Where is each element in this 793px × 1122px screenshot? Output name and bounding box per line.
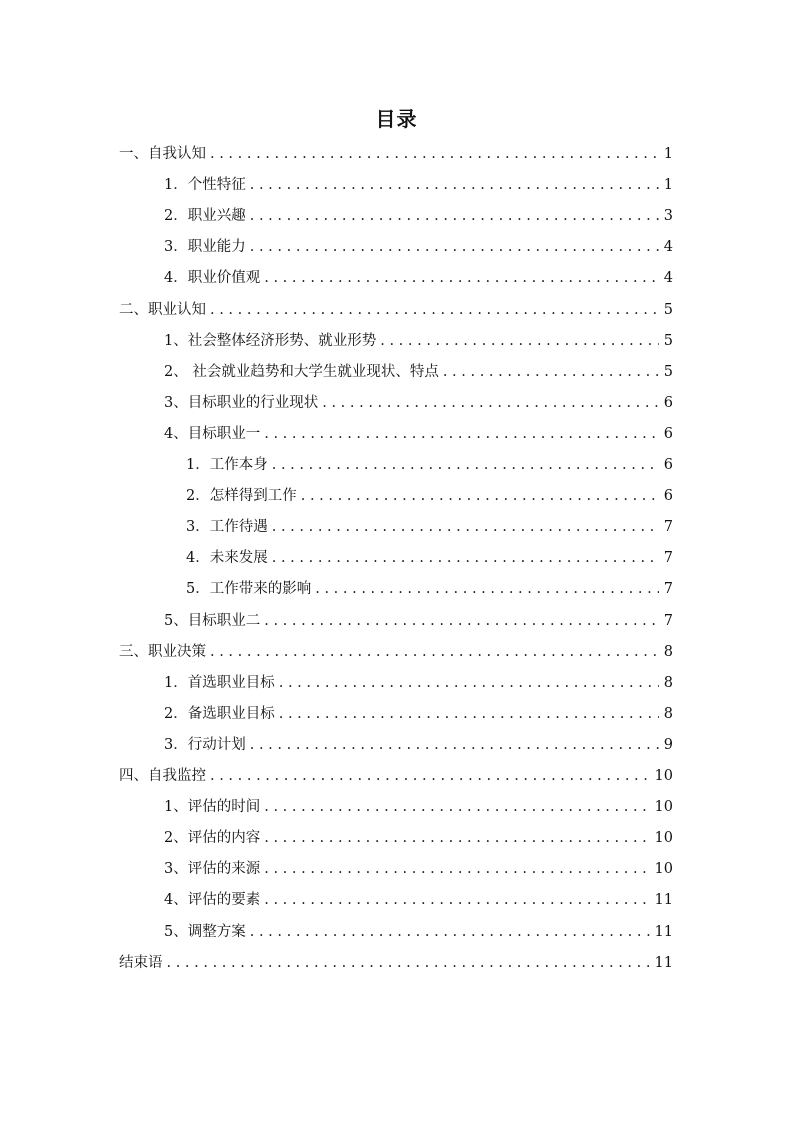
toc-dot-leader [264, 885, 650, 916]
toc-entry[interactable] [164, 357, 673, 388]
toc-page-number: 4 [663, 270, 673, 287]
toc-entry-title: 2．备选职业目标 [164, 705, 275, 722]
toc-entry-title: 3．职业能力 [164, 239, 246, 256]
toc-dot-leader [250, 170, 659, 201]
toc-entry[interactable] [164, 730, 673, 761]
toc-entry-title: 2．职业兴趣 [164, 208, 246, 225]
toc-dot-leader [264, 823, 650, 854]
toc-entry[interactable] [186, 512, 673, 543]
toc-entry[interactable] [186, 543, 673, 574]
toc-entry-title: 二、职业认知 [119, 301, 206, 318]
toc-entry-title: 一、自我认知 [119, 146, 206, 162]
toc-page-number: 7 [663, 612, 673, 629]
toc-dot-leader [279, 668, 659, 699]
toc-page-number: 3 [663, 208, 673, 225]
toc-entry-title: 3．行动计划 [164, 736, 246, 753]
toc-page-number: 1 [663, 177, 673, 194]
page-title: 目录 [375, 107, 418, 131]
toc-entry[interactable] [119, 761, 673, 792]
toc-entry-title: 3、目标职业的行业现状 [164, 394, 319, 411]
toc-page-number: 10 [654, 830, 673, 847]
toc-page-number: 1 [663, 146, 673, 162]
toc-entry-title: 5、调整方案 [164, 923, 246, 940]
toc-page-number: 10 [654, 768, 673, 784]
toc-page-number: 5 [663, 332, 673, 349]
toc-page-number: 10 [654, 861, 673, 878]
toc-entry[interactable] [119, 637, 673, 668]
toc-entry[interactable] [164, 917, 673, 948]
toc-page-number: 11 [654, 892, 673, 909]
toc-dot-leader [315, 574, 659, 605]
toc-page-number: 11 [654, 923, 673, 940]
toc-dot-leader [279, 699, 659, 730]
toc-entry[interactable] [164, 885, 673, 916]
toc-dot-leader [167, 948, 651, 979]
toc-page-number: 9 [663, 736, 673, 753]
toc-entry-title: 4、评估的要素 [164, 892, 261, 909]
toc-entry-title: 2．怎样得到工作 [186, 488, 297, 505]
toc-page-number: 7 [663, 581, 673, 598]
toc-entry[interactable] [164, 326, 673, 357]
toc-entry[interactable] [164, 388, 673, 419]
toc-dot-leader [210, 637, 659, 668]
toc-dot-leader [210, 139, 659, 170]
toc-page-number: 5 [663, 363, 673, 380]
toc-dot-leader [272, 450, 659, 481]
toc-entry-title: 三、职业决策 [119, 643, 206, 660]
toc-dot-leader [250, 201, 659, 232]
toc-page-number: 8 [663, 674, 673, 691]
toc-page-number: 5 [663, 301, 673, 318]
toc-entry-title: 2、 社会就业趋势和大学生就业现状、特点 [164, 363, 439, 380]
toc-dot-leader [250, 917, 651, 948]
toc-entry[interactable] [164, 263, 673, 294]
toc-entry[interactable] [186, 450, 673, 481]
toc-page-number: 6 [663, 457, 673, 473]
toc-page-number: 6 [663, 425, 673, 442]
toc-entry-title: 3．工作待遇 [186, 519, 268, 536]
toc-entry-title: 4．未来发展 [186, 550, 268, 567]
toc-dot-leader [250, 232, 659, 263]
toc-entry-title: 4．职业价值观 [164, 270, 261, 287]
toc-entry-title: 1．个性特征 [164, 177, 246, 194]
toc-dot-leader [301, 481, 659, 512]
toc-page-number: 7 [663, 519, 673, 536]
toc-dot-leader [210, 295, 659, 326]
toc-entry[interactable] [186, 574, 673, 605]
toc-entry-title: 1．工作本身 [186, 457, 268, 473]
toc-entry-title: 1、评估的时间 [164, 799, 261, 816]
toc-entry[interactable] [119, 948, 673, 979]
toc-page-number: 11 [654, 954, 673, 971]
toc-entry[interactable] [164, 232, 673, 263]
toc-dot-leader [443, 357, 659, 388]
toc-dot-leader [210, 761, 651, 792]
toc-entry-title: 5、目标职业二 [164, 612, 261, 629]
toc-page-number: 8 [663, 705, 673, 722]
toc-entry-title: 2、评估的内容 [164, 830, 261, 847]
toc-dot-leader [272, 543, 659, 574]
toc-entry[interactable] [164, 606, 673, 637]
toc-dot-leader [380, 326, 659, 357]
toc-entry[interactable] [164, 668, 673, 699]
toc-dot-leader [264, 606, 659, 637]
toc-entry[interactable] [164, 823, 673, 854]
toc-entry[interactable] [164, 792, 673, 823]
toc-entry[interactable] [119, 295, 673, 326]
toc-dot-leader [264, 854, 650, 885]
toc-entry-title: 3、评估的来源 [164, 861, 261, 878]
toc-entry-title: 4、目标职业一 [164, 425, 261, 442]
toc-entry[interactable] [164, 201, 673, 232]
toc-page-number: 7 [663, 550, 673, 567]
toc-entry[interactable] [164, 699, 673, 730]
toc-entry-title: 结束语 [119, 954, 163, 971]
toc-page-number: 4 [663, 239, 673, 256]
toc-entry[interactable] [119, 139, 673, 170]
toc-entry[interactable] [164, 854, 673, 885]
toc-entry[interactable] [164, 419, 673, 450]
toc-dot-leader [272, 512, 659, 543]
toc-page-number: 8 [663, 643, 673, 660]
toc-dot-leader [250, 730, 659, 761]
toc-page-number: 10 [654, 799, 673, 816]
toc-dot-leader [322, 388, 659, 419]
toc-dot-leader [264, 419, 659, 450]
toc-page-number: 6 [663, 488, 673, 505]
toc-page-number: 6 [663, 394, 673, 411]
toc-entry[interactable] [186, 481, 673, 512]
toc-dot-leader [264, 263, 659, 294]
toc-entry-title: 1、社会整体经济形势、就业形势 [164, 332, 377, 349]
toc-entry[interactable] [164, 170, 673, 201]
toc-entry-title: 四、自我监控 [119, 768, 206, 784]
toc-entry-title: 5．工作带来的影响 [186, 581, 312, 598]
toc-entry-title: 1．首选职业目标 [164, 674, 275, 691]
toc-dot-leader [264, 792, 650, 823]
